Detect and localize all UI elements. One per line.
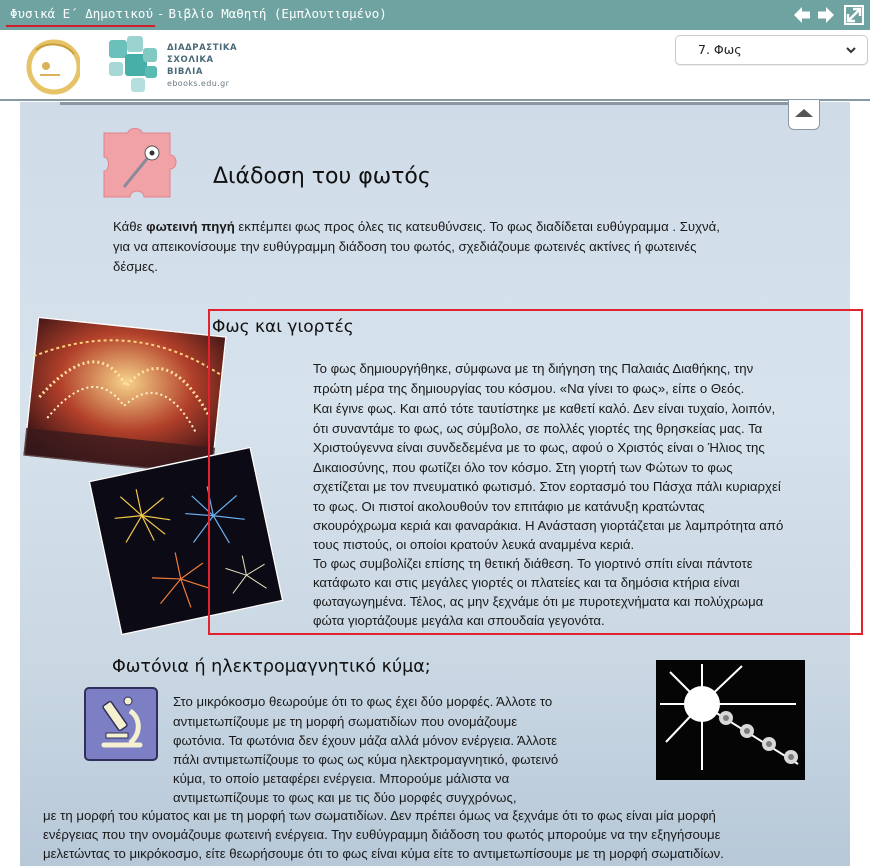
breadcrumb-separator: - xyxy=(157,6,165,21)
fullscreen-icon[interactable] xyxy=(843,4,865,26)
chapter-select-value: 7. Φως xyxy=(698,42,742,57)
section2-line: πάλι αντιμετωπίζουμε το φως ως κύμα ηλεκτρομαγνητικό, φωτεινό xyxy=(173,752,559,767)
section1-line: κατάφωτο και στις μεγάλες γιορτές οι πλατείες και τα δημόσια κτήρια είναι xyxy=(313,575,740,590)
section1-line: Δικαιοσύνης, που φωτίζει όλο τον κόσμο. Στη γιορτή των Φώτων το φως xyxy=(313,460,733,475)
section2-line: κύμα, το οποίο μεταφέρει ενέργεια. Μπορούμε μάλιστα να xyxy=(173,771,510,786)
arrow-right-icon[interactable] xyxy=(816,5,836,25)
section1-line: Και έγινε φως. Και από τότε ταυτίστηκε με καθετί καλό. Δεν είναι τυχαίο, λοιπόν, xyxy=(313,401,776,416)
chapter-select[interactable] xyxy=(675,35,868,65)
intro-line-2: για να απεικονίσουμε την ευθύγραμμη διάδοση του φωτός, σχεδιάζουμε φωτεινές ακτίνες ή φωτεινές xyxy=(113,239,697,254)
intro-line-1 xyxy=(113,217,720,237)
section1-line: σκουρόχρωμα κεριά και φαναράκια. Η Ανάσταση γιορτάζεται με λαμπρότητα από xyxy=(313,518,784,533)
section-heading-light-and-festivals: Φως και γιορτές xyxy=(212,317,354,337)
section1-line: Το φως δημιουργήθηκε, σύμφωνα με τη διήγηση της Παλαιάς Διαθήκης, την xyxy=(313,361,754,376)
microscope-icon xyxy=(84,687,158,761)
festive-lights-photo xyxy=(23,316,227,475)
breadcrumb-subject-link[interactable]: Φυσικά Ε΄ Δημοτικού xyxy=(10,6,153,21)
section1-line: το φως. Οι πιστοί ακολουθούν τον επιτάφιο με κατάνυξη κρατώντας xyxy=(313,499,705,514)
section2-line: αντιμετωπίζουμε με τη μορφή σωματιδίων που ονομάζουμε xyxy=(173,714,518,729)
ministry-logo xyxy=(24,36,80,98)
section1-line: Το φως συμβολίζει επίσης τη θετική διάθεση. Το γιορτινό σπίτι είναι πάντοτε xyxy=(313,556,753,571)
section2-line: Στο μικρόκοσμο θεωρούμε ότι το φως έχει δύο μορφές. Άλλοτε το xyxy=(173,694,553,709)
section2-line: αντιμετωπίζουμε το φως και με τις δύο μορφές συγχρόνως, xyxy=(173,790,517,805)
logo-text xyxy=(167,42,237,90)
section2-wide-line: με τη μορφή του κύματος και με τη μορφή των σωματιδίων. Δεν πρέπει όμως να ξεχνάμε ότι το φως είναι μία μορφή xyxy=(43,808,716,823)
page-title: Διάδοση του φωτός xyxy=(213,164,431,189)
page-top-edge xyxy=(60,102,810,105)
puzzle-piece-icon xyxy=(98,125,184,205)
intro-line-3: δέσμες. xyxy=(113,259,158,274)
section1-line: Χριστούγεννα είναι συνδεδεμένα με το φως, αφού ο Χριστός είναι ο Ήλιος της xyxy=(313,440,765,455)
section-heading-photons: Φωτόνια ή ηλεκτρομαγνητικό κύμα; xyxy=(112,657,431,677)
logo-line2: ΣΧΟΛΙΚΑ xyxy=(167,55,214,65)
section1-line: ότι συναντάμε το φως, ως σύμβολο, σε πολλές γιορτές της θρησκείας μας. Τα xyxy=(313,421,763,436)
section2-wide-line: ενέργειας που την ονομάζουμε φωτεινή ενέργεια. Την ευθύγραμμη διάδοση του φωτός μπορούμε να την εξηγήσουμε xyxy=(43,827,721,842)
intro-text-after: εκπέμπει φως προς όλες τις κατευθύνσεις. Το φως διαδίδεται ευθύγραμμα . Συχνά, xyxy=(234,219,720,234)
breadcrumb-book: Βιβλίο Μαθητή (Εμπλουτισμένο) xyxy=(168,6,387,21)
logo-domain: ebooks.edu.gr xyxy=(167,79,230,88)
breadcrumb xyxy=(10,6,387,21)
section1-line: φωταγωγημένα. Τέλος, ας μην ξεχνάμε ότι με πυροτεχνήματα και πολύχρωμα xyxy=(313,594,764,609)
section1-line: πρώτη μέρα της δημιουργίας του κόσμου. «Να γίνει το φως», είπε ο Θεός. xyxy=(313,381,745,396)
intro-bold-term: φωτεινή πηγή xyxy=(146,219,235,234)
logo-line3: ΒΙΒΛΙΑ xyxy=(167,67,204,77)
section1-line: φώτα γιορτάζουμε μεγάλα και σπουδαία γεγονότα. xyxy=(313,613,605,628)
arrow-left-icon[interactable] xyxy=(792,5,812,25)
top-bar xyxy=(0,0,870,30)
section2-wide-line: μελετώντας το μικρόκοσμο, είτε θεωρήσουμε ότι το φως είναι κύμα είτε το αντιμετωπίσουμε με τη μορφή σωματιδίων. xyxy=(43,846,724,861)
intro-text-before: Κάθε xyxy=(113,219,147,234)
collapse-header-button[interactable] xyxy=(788,100,820,130)
section1-line: τους πιστούς, οι οποίοι κρατούν λευκά αναμμένα κεριά. xyxy=(313,537,635,552)
logo-line1: ΔΙΑΔΡΑΣΤΙΚΑ xyxy=(167,43,238,53)
section1-line: σχετίζεται με τον πνευματικό φωτισμό. Στον εορτασμό του Πάσχα πάλι κυριαρχεί xyxy=(313,479,781,494)
chevron-up-icon xyxy=(789,100,819,126)
section2-line: φωτόνια. Τα φωτόνια δεν έχουν μάζα αλλά μόνον ενέργεια. Άλλοτε xyxy=(173,733,558,748)
photon-emission-diagram xyxy=(656,660,805,780)
ebooks-logo xyxy=(103,34,163,96)
chevron-down-icon xyxy=(845,45,857,55)
